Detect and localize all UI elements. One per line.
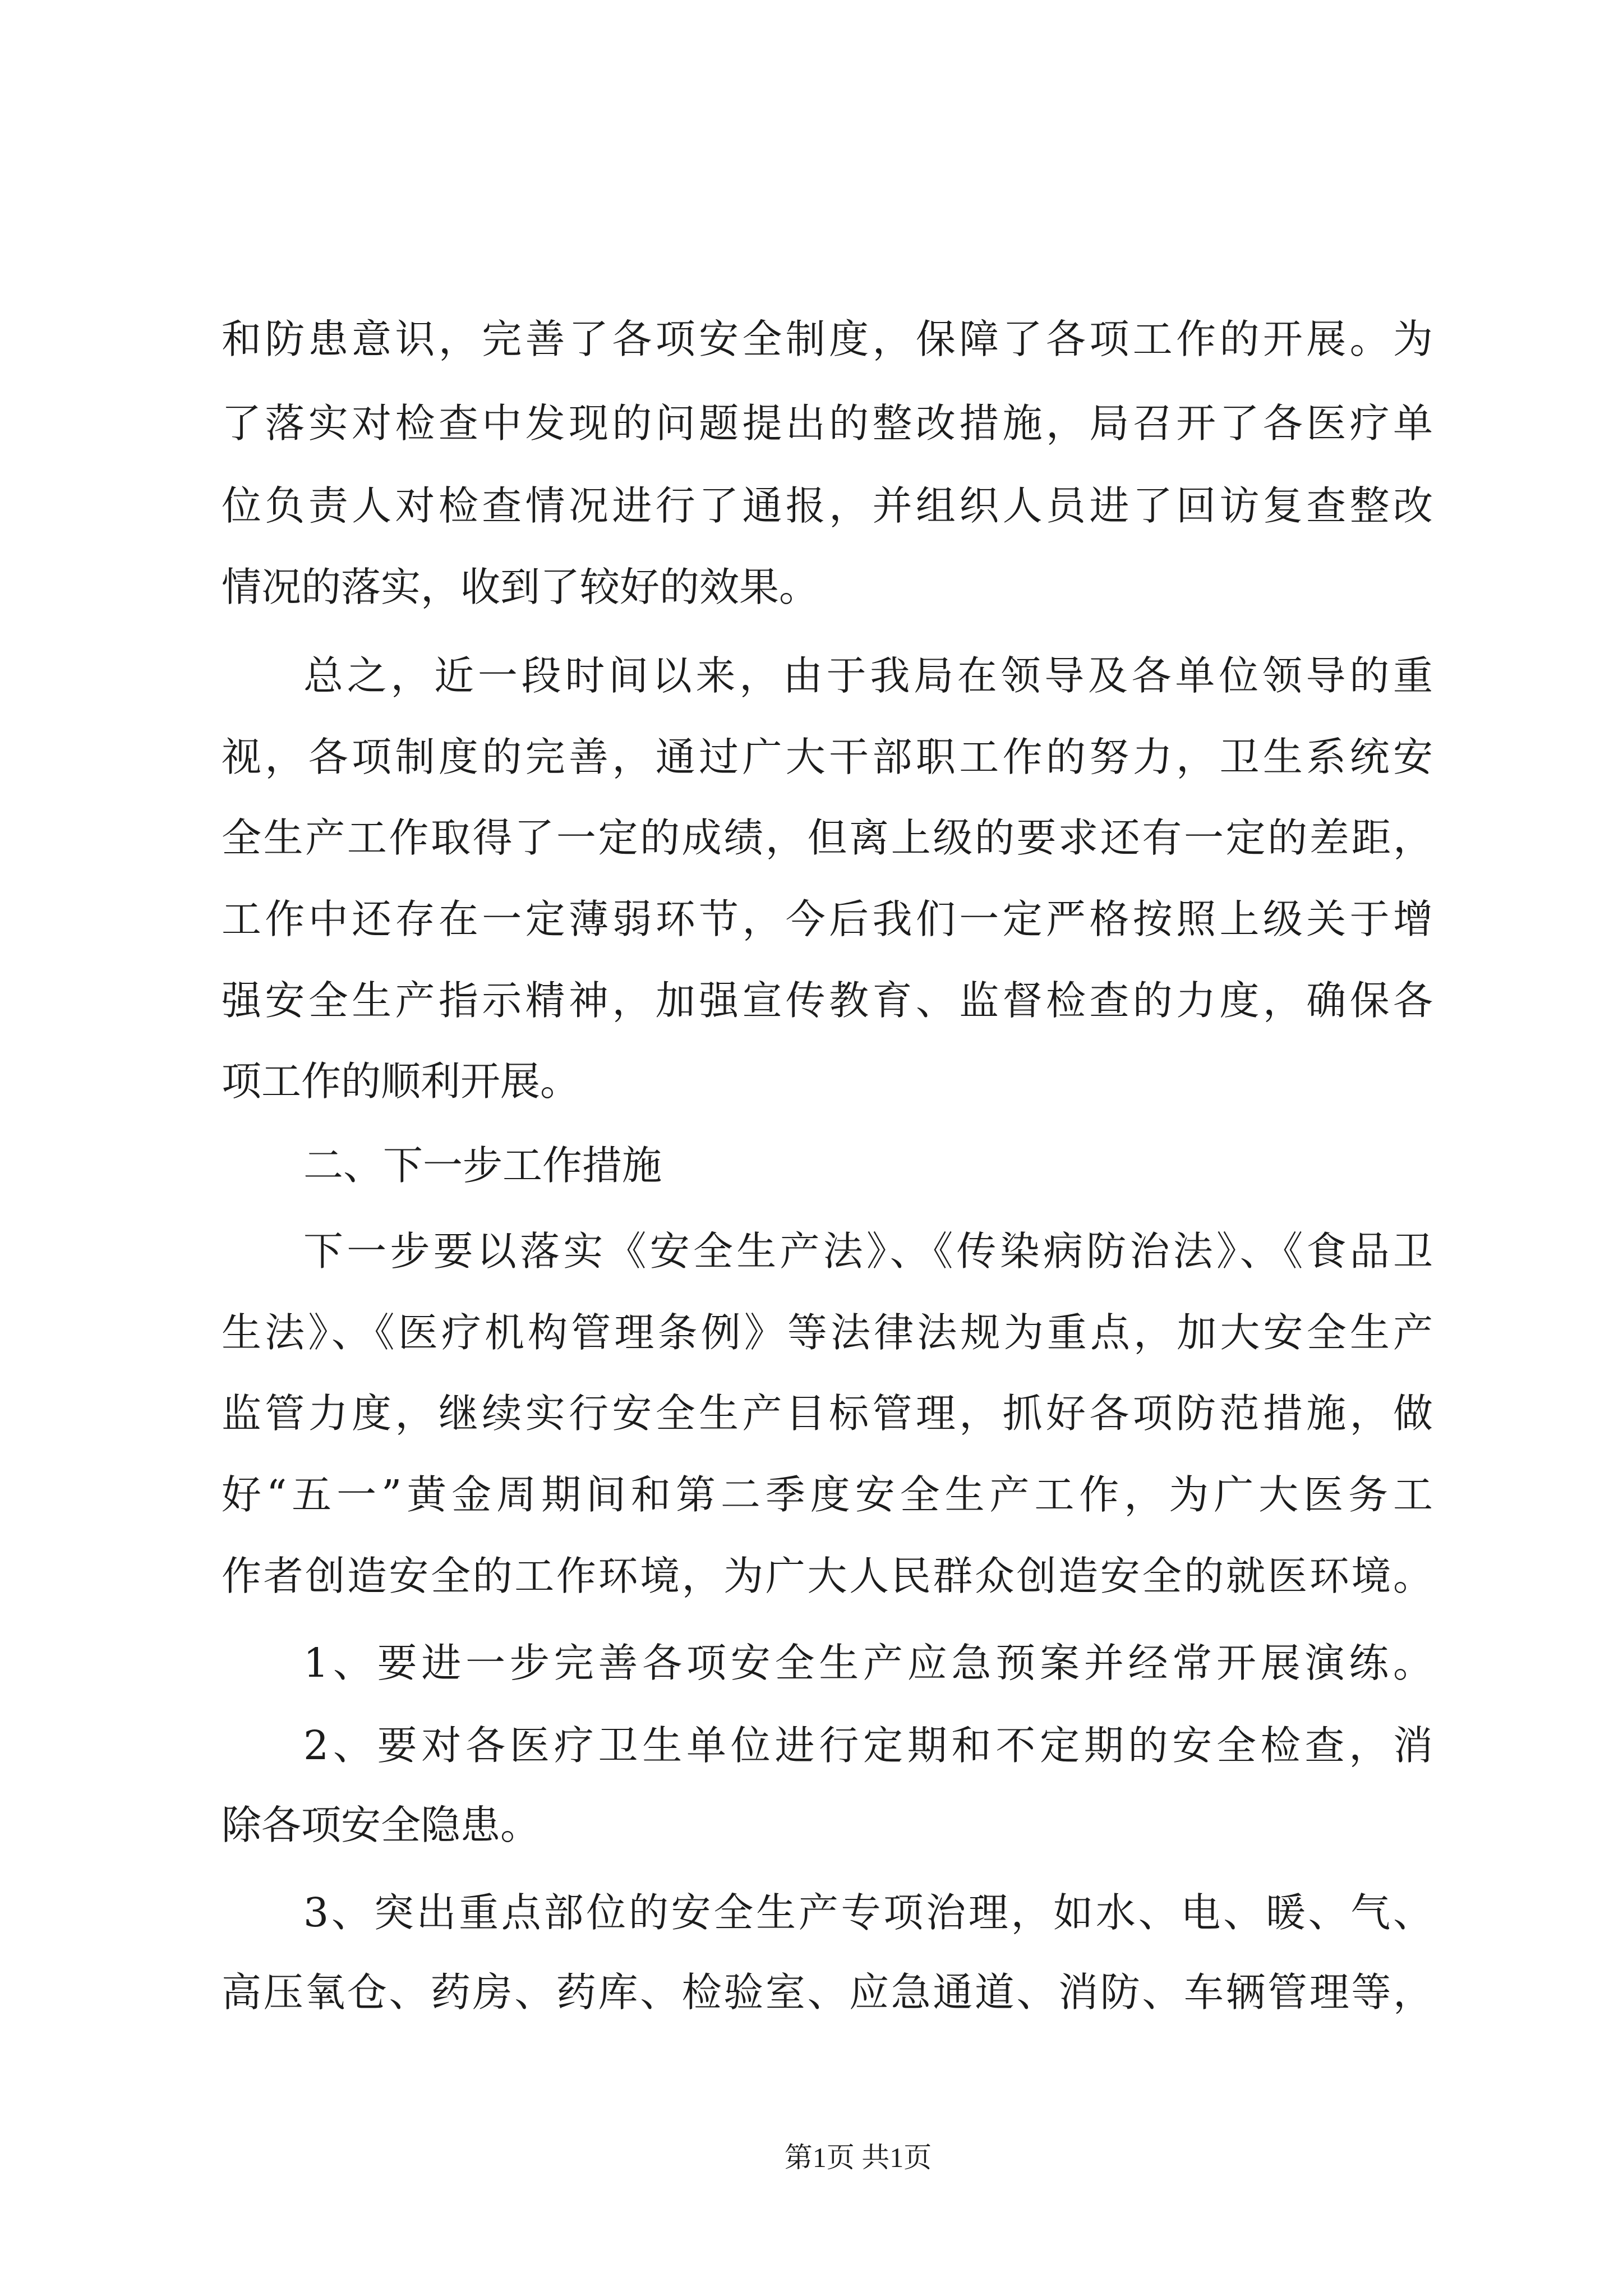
paragraph-line: 除各项安全隐患。 xyxy=(222,1802,541,1848)
paragraph-line: 作者创造安全的工作环境，为广大人民群众创造安全的就医环境。 xyxy=(222,1553,1433,1599)
paragraph-line: 监管力度，继续实行安全生产目标管理，抓好各项防范措施，做 xyxy=(222,1390,1433,1437)
paragraph-line: 总之，近一段时间以来，由于我局在领导及各单位领导的重 xyxy=(303,652,1433,699)
paragraph-line: 视，各项制度的完善，通过广大干部职工作的努力，卫生系统安 xyxy=(222,734,1433,780)
paragraph-line: 生法》、《医疗机构管理条例》等法律法规为重点，加大安全生产 xyxy=(222,1309,1433,1356)
paragraph-line: 1、要进一步完善各项安全生产应急预案并经常开展演练。 xyxy=(303,1640,1433,1686)
paragraph-line: 工作中还存在一定薄弱环节，今后我们一定严格按照上级关于增 xyxy=(222,896,1433,942)
paragraph-line: 和防患意识，完善了各项安全制度，保障了各项工作的开展。为 xyxy=(222,316,1433,362)
paragraph-line: 好“五一”黄金周期间和第二季度安全生产工作，为广大医务工 xyxy=(222,1471,1433,1518)
paragraph-line: 位负责人对检查情况进行了通报，并组织人员进了回访复查整改 xyxy=(222,482,1433,529)
paragraph-line: 项工作的顺利开展。 xyxy=(222,1058,580,1105)
page-number-footer: 第1页 共1页 xyxy=(784,2142,932,2173)
paragraph-line: 高压氧仓、药房、药库、检验室、应急通道、消防、车辆管理等， xyxy=(222,1969,1433,2016)
paragraph-line: 2、要对各医疗卫生单位进行定期和不定期的安全检查，消 xyxy=(303,1722,1433,1769)
paragraph-line: 了落实对检查中发现的问题提出的整改措施，局召开了各医疗单 xyxy=(222,400,1433,447)
paragraph-line: 3、突出重点部位的安全生产专项治理，如水、电、暖、气、 xyxy=(303,1889,1433,1936)
section-heading-text: 二、下一步工作措施 xyxy=(303,1142,662,1189)
paragraph-line: 强安全生产指示精神，加强宣传教育、监督检查的力度，确保各 xyxy=(222,977,1433,1024)
paragraph-line: 情况的落实，收到了较好的效果。 xyxy=(222,564,819,610)
paragraph-line: 下一步要以落实《安全生产法》、《传染病防治法》、《食品卫 xyxy=(303,1228,1433,1274)
paragraph-line: 全生产工作取得了一定的成绩，但离上级的要求还有一定的差距， xyxy=(222,815,1433,861)
